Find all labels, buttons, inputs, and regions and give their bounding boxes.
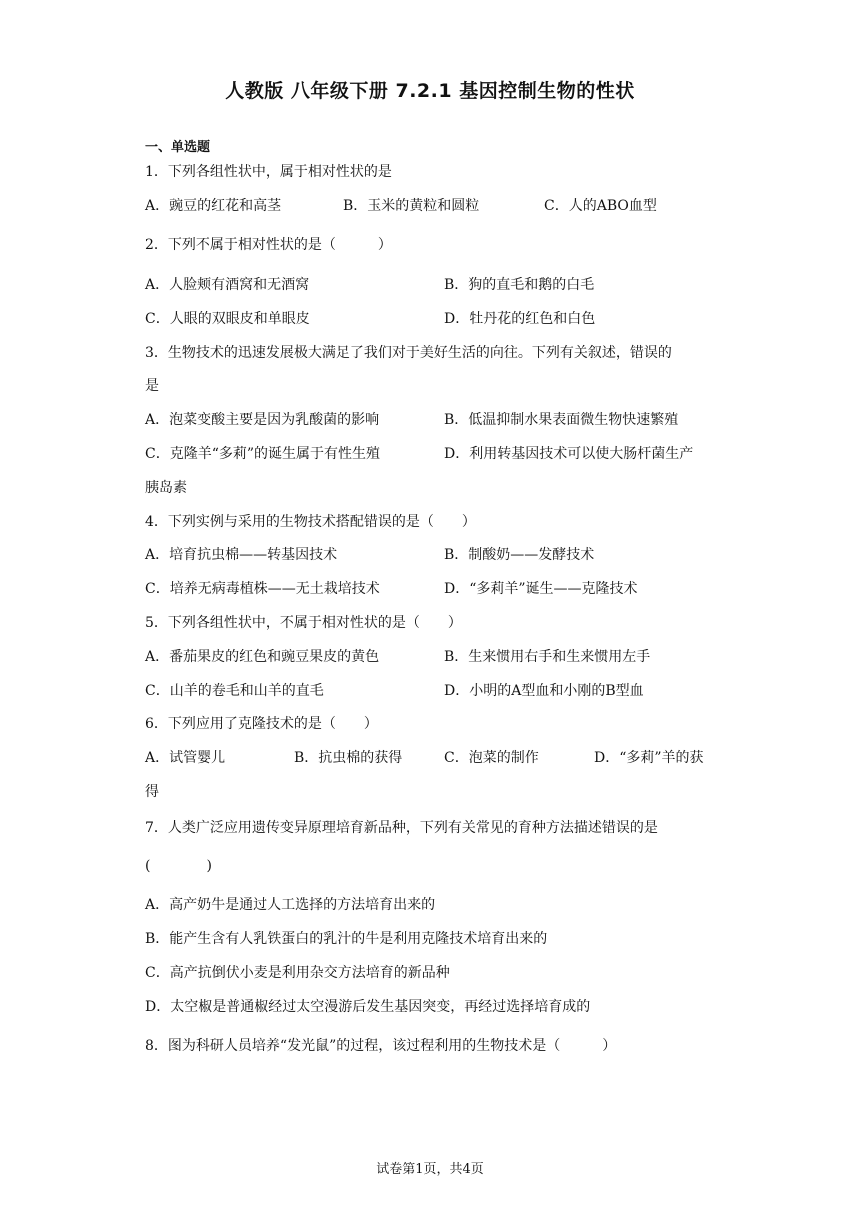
question-7-stem-line-1: 7．人类广泛应用遗传变异原理培育新品种，下列有关常见的育种方法描述错误的是 (145, 820, 658, 836)
question-2-option-c: C．人眼的双眼皮和单眼皮 (145, 311, 310, 327)
question-2-option-a: A．人脸颊有酒窝和无酒窝 (145, 277, 310, 293)
question-7-option-d: D．太空椒是普通椒经过太空漫游后发生基因突变，再经过选择培育成的 (145, 999, 591, 1015)
page-title: 人教版 八年级下册 7.2.1 基因控制生物的性状 (225, 80, 635, 102)
question-5-option-b: B．生来惯用右手和生来惯用左手 (444, 649, 651, 665)
question-7-option-a: A．高产奶牛是通过人工选择的方法培育出来的 (145, 897, 436, 913)
question-5-option-a: A．番茄果皮的红色和豌豆果皮的黄色 (145, 649, 380, 665)
question-5-option-c: C．山羊的卷毛和山羊的直毛 (145, 683, 324, 699)
question-1-stem: 1．下列各组性状中，属于相对性状的是 (145, 164, 392, 180)
question-6-option-b: B．抗虫棉的获得 (294, 750, 403, 766)
question-6-option-d: D．“多莉”羊的获 (594, 750, 704, 766)
question-4-option-d: D．“多莉羊”诞生——克隆技术 (444, 581, 638, 597)
question-6-option-a: A．试管婴儿 (145, 750, 226, 766)
question-7-stem-line-2: ( ) (145, 858, 212, 874)
question-3-option-a: A．泡菜变酸主要是因为乳酸菌的影响 (145, 412, 380, 428)
question-7-option-b: B．能产生含有人乳铁蛋白的乳汁的牛是利用克隆技术培育出来的 (145, 931, 548, 947)
question-4-option-b: B．制酸奶——发酵技术 (444, 547, 595, 563)
question-3-option-c: C．克隆羊“多莉”的诞生属于有性生殖 (145, 446, 381, 462)
question-3-stem-line-1: 3．生物技术的迅速发展极大满足了我们对于美好生活的向往。下列有关叙述，错误的 (145, 345, 672, 361)
question-5-option-d: D．小明的A型血和小刚的B型血 (444, 683, 644, 699)
question-3-option-b: B．低温抑制水果表面微生物快速繁殖 (444, 412, 679, 428)
question-4-option-a: A．培育抗虫棉——转基因技术 (145, 547, 338, 563)
question-1-option-b: B．玉米的黄粒和圆粒 (343, 198, 480, 214)
question-4-stem: 4．下列实例与采用的生物技术搭配错误的是（ ） (145, 514, 476, 530)
question-2-stem: 2．下列不属于相对性状的是（ ） (145, 237, 392, 253)
page-footer: 试卷第1页，共4页 (376, 1162, 484, 1177)
question-6-option-d-continuation: 得 (145, 784, 159, 800)
question-7-option-c: C．高产抗倒伏小麦是利用杂交方法培育的新品种 (145, 965, 450, 981)
question-3-option-d-continuation: 胰岛素 (145, 480, 187, 496)
question-8-stem: 8．图为科研人员培养“发光鼠”的过程，该过程利用的生物技术是（ ） (145, 1038, 617, 1054)
question-1-option-a: A．豌豆的红花和高茎 (145, 198, 282, 214)
question-5-stem: 5．下列各组性状中，不属于相对性状的是（ ） (145, 615, 462, 631)
question-3-stem-line-2: 是 (145, 378, 159, 394)
question-6-stem: 6．下列应用了克隆技术的是（ ） (145, 716, 378, 732)
question-2-option-b: B．狗的直毛和鹅的白毛 (444, 277, 595, 293)
question-4-option-c: C．培养无病毒植株——无土栽培技术 (145, 581, 380, 597)
question-2-option-d: D．牡丹花的红色和白色 (444, 311, 596, 327)
question-3-option-d: D．利用转基因技术可以使大肠杆菌生产 (444, 446, 694, 462)
question-1-option-c: C．人的ABO血型 (544, 198, 657, 214)
question-6-option-c: C．泡菜的制作 (444, 750, 539, 766)
section-heading: 一、单选题 (145, 140, 211, 155)
